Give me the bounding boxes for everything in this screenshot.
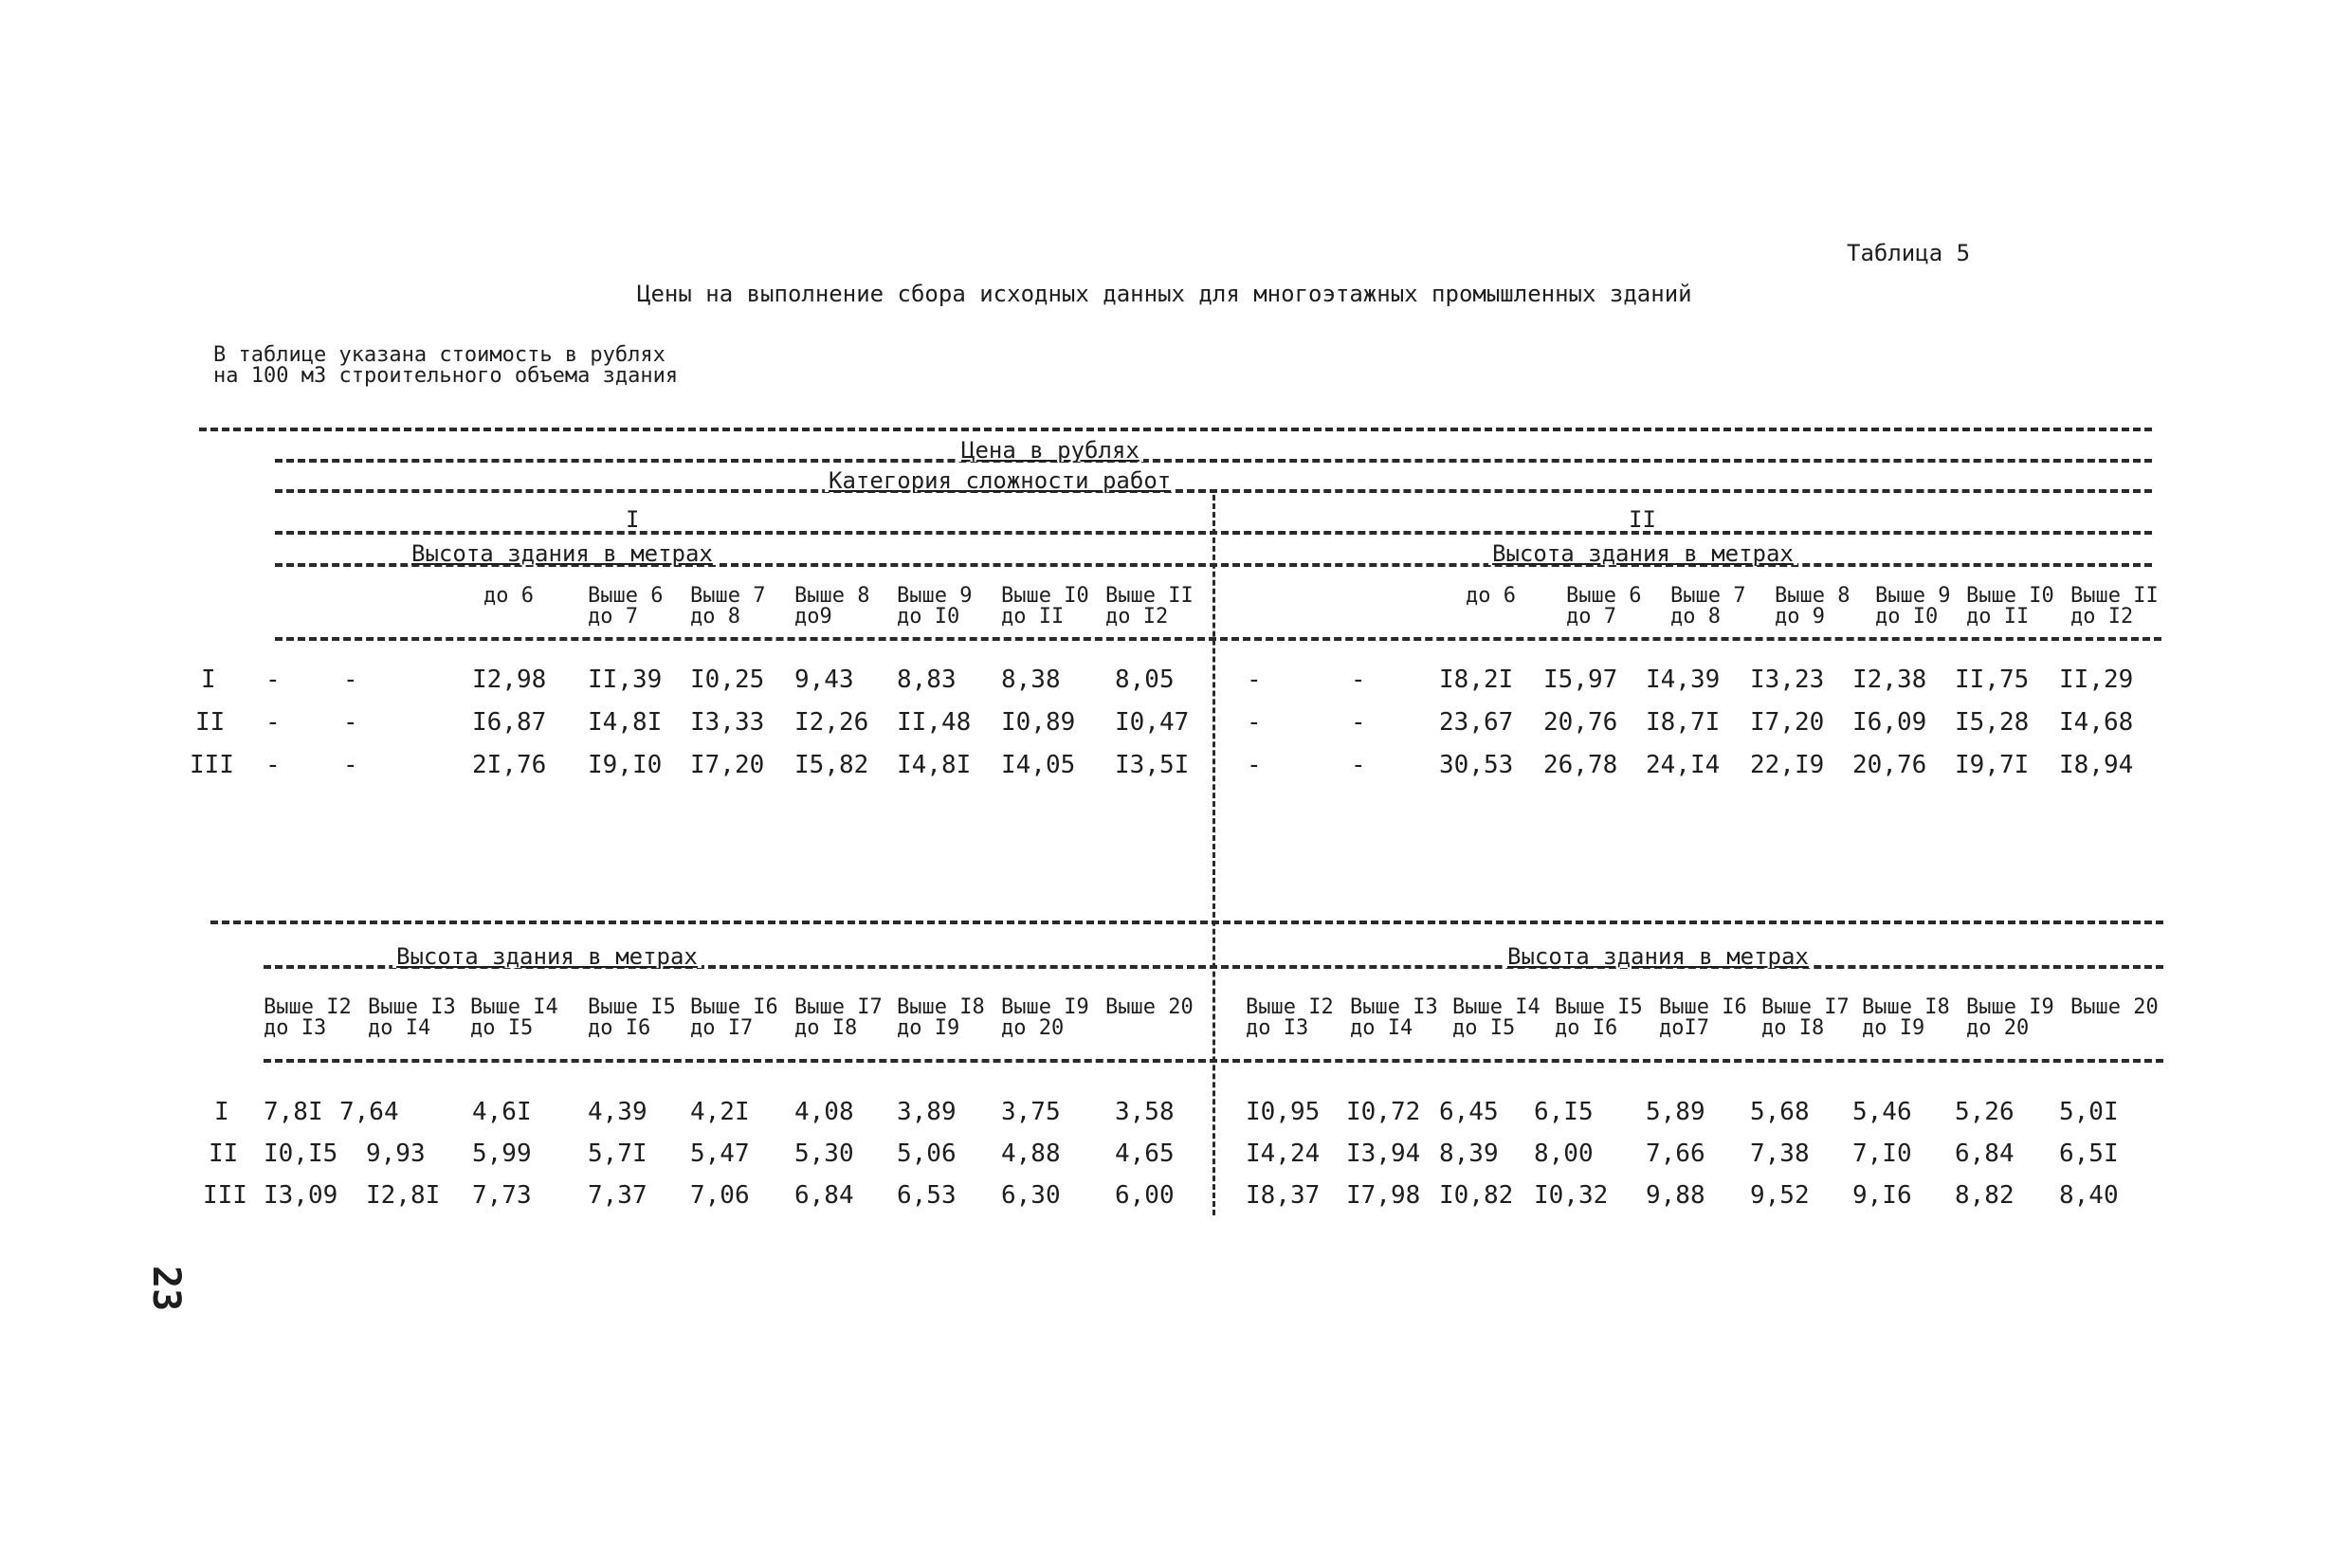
- dash-mark: -: [1247, 665, 1262, 694]
- table-cell: I2,98: [472, 665, 547, 694]
- col-header: Выше I0 до II: [1966, 584, 2054, 629]
- table-cell: I7,98: [1346, 1181, 1421, 1210]
- col-header: Выше 6 до 7: [1566, 584, 1642, 629]
- table-cell: 8,00: [1534, 1140, 1594, 1168]
- table-cell: I0,25: [690, 665, 765, 694]
- table-cell: 22,I9: [1750, 751, 1825, 779]
- table-label: Таблица 5: [1847, 240, 1971, 266]
- table-cell: I2,26: [794, 708, 869, 737]
- dash-mark: -: [1351, 751, 1366, 779]
- rule-lower-columns: [264, 1059, 2163, 1063]
- table-cell: 2I,76: [472, 751, 547, 779]
- table-cell: I2,38: [1852, 665, 1927, 694]
- col-header: Выше I7 до I8: [1761, 995, 1850, 1040]
- table-cell: I4,24: [1246, 1140, 1321, 1168]
- table-cell: 4,65: [1115, 1140, 1175, 1168]
- row-category: I: [201, 665, 216, 694]
- height-label-top-right: Высота здания в метрах: [1488, 542, 1797, 565]
- table-cell: 9,88: [1646, 1181, 1705, 1210]
- table-cell: I4,05: [1001, 751, 1076, 779]
- table-cell: II,75: [1955, 665, 2030, 694]
- table-cell: 6,30: [1001, 1181, 1061, 1210]
- col-header: Выше I6 до I7: [690, 995, 778, 1040]
- table-cell: 7,06: [690, 1181, 750, 1210]
- col-header: Выше I5 до I6: [588, 995, 676, 1040]
- col-header: Выше 8 до 9: [1775, 584, 1851, 629]
- table-cell: 5,06: [897, 1140, 957, 1168]
- table-cell: 4,39: [588, 1098, 647, 1126]
- table-cell: 5,26: [1955, 1098, 2015, 1126]
- col-header: Выше 9 до I0: [897, 584, 973, 629]
- table-cell: I5,82: [794, 751, 869, 779]
- price-label: Цена в рублях: [957, 439, 1143, 462]
- table-cell: 4,88: [1001, 1140, 1061, 1168]
- col-header: Выше I9 до 20: [1001, 995, 1089, 1040]
- table-cell: I3,09: [264, 1181, 338, 1210]
- table-cell: 6,84: [1955, 1140, 2015, 1168]
- table-cell: 6,53: [897, 1181, 957, 1210]
- table-cell: 8,82: [1955, 1181, 2015, 1210]
- table-cell: 7,73: [472, 1181, 532, 1210]
- col-header: Выше 20: [1105, 995, 1194, 1019]
- table-cell: 6,45: [1439, 1098, 1499, 1126]
- table-cell: 4,6I: [472, 1098, 532, 1126]
- row-category: I: [214, 1098, 229, 1126]
- table-cell: 20,76: [1543, 708, 1618, 737]
- table-cell: 9,93: [366, 1140, 426, 1168]
- table-cell: I5,28: [1955, 708, 2030, 737]
- group-separator: [1212, 495, 1215, 1215]
- rule-category: [275, 489, 2152, 493]
- row-category: II: [195, 708, 226, 737]
- table-cell: I2,8I: [366, 1181, 441, 1210]
- col-header: Выше I9 до 20: [1966, 995, 2054, 1040]
- table-cell: 4,08: [794, 1098, 854, 1126]
- table-cell: 8,83: [897, 665, 957, 694]
- table-cell: I6,09: [1852, 708, 1927, 737]
- table-cell: I7,20: [1750, 708, 1825, 737]
- table-cell: I3,23: [1750, 665, 1825, 694]
- col-header: Выше I2 до I3: [1246, 995, 1334, 1040]
- table-cell: 3,58: [1115, 1098, 1175, 1126]
- col-header: Выше I0 до II: [1001, 584, 1089, 629]
- table-cell: 9,52: [1750, 1181, 1810, 1210]
- rule-column-header: [275, 637, 2161, 641]
- table-cell: I9,7I: [1955, 751, 2030, 779]
- table-cell: 7,37: [588, 1181, 647, 1210]
- table-cell: I3,33: [690, 708, 765, 737]
- dash-mark: -: [343, 708, 358, 737]
- dash-mark: -: [265, 708, 281, 737]
- table-cell: I0,I5: [264, 1140, 338, 1168]
- table-cell: 26,78: [1543, 751, 1618, 779]
- dash-mark: -: [265, 665, 281, 694]
- col-header: до 6: [483, 584, 534, 608]
- col-header: Выше I8 до I9: [1862, 995, 1950, 1040]
- category-label: Категория сложности работ: [825, 469, 1175, 492]
- col-header: Выше I4 до I5: [470, 995, 558, 1040]
- table-cell: I8,94: [2059, 751, 2134, 779]
- table-cell: 6,5I: [2059, 1140, 2119, 1168]
- table-cell: I8,7I: [1646, 708, 1721, 737]
- table-cell: I4,8I: [897, 751, 972, 779]
- table-cell: 5,99: [472, 1140, 532, 1168]
- col-header: Выше 9 до I0: [1875, 584, 1951, 629]
- table-cell: II,39: [588, 665, 663, 694]
- table-cell: 7,66: [1646, 1140, 1705, 1168]
- col-header: Выше I3 до I4: [1350, 995, 1438, 1040]
- table-cell: 24,I4: [1646, 751, 1721, 779]
- page-number: 23: [144, 1266, 188, 1312]
- table-cell: II,48: [897, 708, 972, 737]
- table-cell: 7,64: [339, 1098, 399, 1126]
- group-I-label: I: [626, 506, 640, 533]
- note-line-1: В таблице указана стоимость в рублях: [213, 343, 665, 367]
- table-cell: I0,72: [1346, 1098, 1421, 1126]
- table-cell: 8,38: [1001, 665, 1061, 694]
- dash-mark: -: [265, 751, 281, 779]
- dash-mark: -: [1351, 665, 1366, 694]
- table-cell: II,29: [2059, 665, 2134, 694]
- col-header: Выше 6 до 7: [588, 584, 664, 629]
- table-cell: 5,7I: [588, 1140, 647, 1168]
- table-cell: 23,67: [1439, 708, 1514, 737]
- rule-lower-top: [210, 921, 2163, 924]
- height-label-bottom-right: Высота здания в метрах: [1504, 945, 1813, 968]
- col-header: Выше I8 до I9: [897, 995, 985, 1040]
- row-category: III: [190, 751, 234, 779]
- table-cell: I8,2I: [1439, 665, 1514, 694]
- col-header: Выше 20: [2070, 995, 2159, 1019]
- rule-price: [275, 459, 2152, 463]
- table-cell: I6,87: [472, 708, 547, 737]
- col-header: Выше II до I2: [2070, 584, 2159, 629]
- col-header: Выше 8 до9: [794, 584, 870, 629]
- rule-top: [199, 428, 2152, 431]
- row-category: III: [203, 1181, 247, 1210]
- table-cell: 6,84: [794, 1181, 854, 1210]
- col-header: Выше 7 до 8: [1670, 584, 1746, 629]
- col-header: Выше I3 до I4: [368, 995, 456, 1040]
- col-header: Выше I4 до I5: [1452, 995, 1541, 1040]
- dash-mark: -: [1247, 751, 1262, 779]
- table-cell: 6,I5: [1534, 1098, 1594, 1126]
- col-header: Выше II до I2: [1105, 584, 1194, 629]
- table-cell: I0,89: [1001, 708, 1076, 737]
- table-cell: I5,97: [1543, 665, 1618, 694]
- dash-mark: -: [343, 665, 358, 694]
- table-cell: I8,37: [1246, 1181, 1321, 1210]
- group-II-label: II: [1629, 506, 1656, 533]
- table-cell: I0,32: [1534, 1181, 1609, 1210]
- table-cell: 3,75: [1001, 1098, 1061, 1126]
- table-cell: I4,68: [2059, 708, 2134, 737]
- table-cell: 7,8I: [264, 1098, 323, 1126]
- col-header: до 6: [1466, 584, 1516, 608]
- dash-mark: -: [343, 751, 358, 779]
- row-category: II: [209, 1140, 239, 1168]
- table-cell: 8,39: [1439, 1140, 1499, 1168]
- table-cell: 7,I0: [1852, 1140, 1912, 1168]
- table-cell: 4,2I: [690, 1098, 750, 1126]
- table-cell: I3,94: [1346, 1140, 1421, 1168]
- table-cell: 8,05: [1115, 665, 1175, 694]
- table-cell: I4,8I: [588, 708, 663, 737]
- table-cell: 5,68: [1750, 1098, 1810, 1126]
- table-cell: 7,38: [1750, 1140, 1810, 1168]
- table-cell: 20,76: [1852, 751, 1927, 779]
- dash-mark: -: [1247, 708, 1262, 737]
- table-cell: 3,89: [897, 1098, 957, 1126]
- table-cell: 5,30: [794, 1140, 854, 1168]
- height-label-bottom-left: Высота здания в метрах: [392, 945, 702, 968]
- table-cell: I4,39: [1646, 665, 1721, 694]
- table-cell: I3,5I: [1115, 751, 1190, 779]
- col-header: Выше 7 до 8: [690, 584, 766, 629]
- table-cell: 30,53: [1439, 751, 1514, 779]
- table-cell: I0,82: [1439, 1181, 1514, 1210]
- col-header: Выше I5 до I6: [1555, 995, 1643, 1040]
- table-title: Цены на выполнение сбора исходных данных для многоэтажных промышленных зданий: [637, 281, 1692, 307]
- table-cell: I9,I0: [588, 751, 663, 779]
- table-cell: 5,0I: [2059, 1098, 2119, 1126]
- dash-mark: -: [1351, 708, 1366, 737]
- col-header: Выше I6 доI7: [1659, 995, 1747, 1040]
- height-label-top-left: Высота здания в метрах: [408, 542, 717, 565]
- table-cell: 9,I6: [1852, 1181, 1912, 1210]
- table-cell: I0,95: [1246, 1098, 1321, 1126]
- table-cell: 5,46: [1852, 1098, 1912, 1126]
- table-cell: I7,20: [690, 751, 765, 779]
- note-line-2: на 100 м3 строительного объема здания: [213, 364, 679, 388]
- col-header: Выше I2 до I3: [264, 995, 352, 1040]
- col-header: Выше I7 до I8: [794, 995, 883, 1040]
- table-cell: 8,40: [2059, 1181, 2119, 1210]
- table-cell: 5,47: [690, 1140, 750, 1168]
- table-cell: I0,47: [1115, 708, 1190, 737]
- table-cell: 5,89: [1646, 1098, 1705, 1126]
- table-cell: 6,00: [1115, 1181, 1175, 1210]
- table-cell: 9,43: [794, 665, 854, 694]
